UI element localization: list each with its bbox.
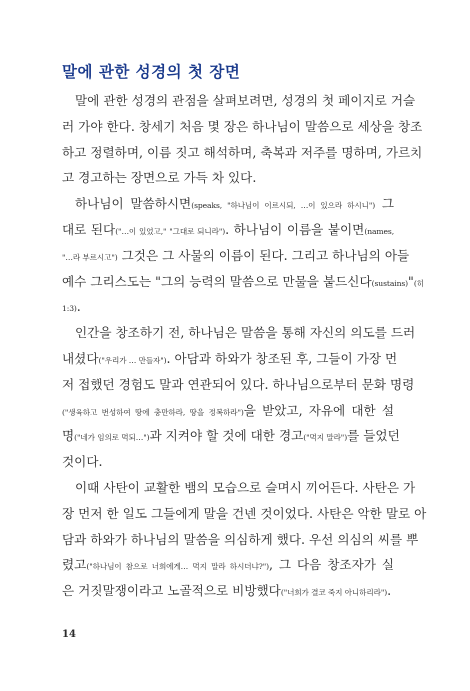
page-number: 14	[62, 629, 76, 640]
text-run: 것이다.	[62, 454, 103, 470]
inline-annotation: ("하나님이 참으로 너희에게… 먹지 말라 하시더냐?")	[86, 562, 269, 572]
text-run: 장 먼저 한 일도 그들에게 말을 건넨 것이었다. 사탄은 악한 말로 아	[62, 505, 427, 521]
text-line	[62, 527, 419, 553]
text-line	[62, 269, 424, 295]
text-line	[62, 88, 416, 114]
text-run: 고 경고하는 장면으로 가득 차 있다.	[62, 170, 257, 186]
body-text	[62, 88, 427, 604]
text-run: .	[387, 583, 392, 599]
text-run: "	[408, 273, 414, 289]
text-line	[62, 294, 394, 320]
paragraph	[62, 320, 416, 475]
text-line	[62, 398, 394, 424]
text-run: 를 들었던	[347, 428, 400, 444]
text-line	[62, 140, 423, 166]
inline-annotation: (sustains)	[371, 278, 409, 288]
inline-annotation: ("…이 있었고," "그대로 되니라")	[115, 226, 226, 236]
inline-annotation: (names,	[364, 226, 395, 236]
text-line	[62, 320, 416, 346]
text-line	[62, 191, 394, 217]
paragraph	[62, 475, 427, 604]
text-run: 렸고	[62, 557, 87, 573]
text-run: 담과 하와가 하나님의 말씀을 의심하게 했다. 우선 의심의 씨를 뿌	[62, 531, 419, 547]
text-line	[62, 346, 398, 372]
text-run: 은 거짓말쟁이라고 노골적으로 비방했다	[62, 583, 281, 599]
text-run: 명	[62, 428, 75, 444]
inline-annotation: (히	[413, 278, 424, 288]
inline-annotation: ("네가 임의로 먹되…")	[74, 433, 150, 443]
text-run: 하고 정렬하며, 이름 짓고 해석하며, 축복과 저주를 명하며, 가르치	[62, 144, 423, 160]
text-run: 러 가야 한다. 창세기 처음 몇 장은 하나님이 말씀으로 세상을 창조	[62, 118, 423, 134]
paragraph	[62, 191, 424, 320]
paragraph	[62, 88, 423, 191]
text-run: 그	[375, 196, 394, 212]
text-run: 대로 된다	[62, 221, 116, 237]
inline-annotation: ("먹지 말라")	[303, 433, 348, 443]
inline-annotation: (speaks, "하나님이 이르시되, …이 있으라 하시니")	[191, 201, 376, 211]
text-line	[62, 475, 416, 501]
text-line	[62, 501, 427, 527]
text-run: 말에 관한 성경의 관점을 살펴보려면, 성경의 첫 페이지로 거슬	[75, 93, 416, 108]
inline-annotation: "…라 부르시고")	[62, 252, 118, 262]
text-run: 과 지켜야 할 것에 대한 경고	[149, 428, 304, 444]
text-line	[62, 372, 415, 398]
text-line	[62, 243, 410, 269]
text-run: 저 접했던 경험도 말과 연관되어 있다. 하나님으로부터 문화 명령	[62, 376, 415, 392]
text-run: .	[76, 299, 81, 315]
text-run: 이때 사탄이 교활한 뱀의 모습으로 슬며시 끼어든다. 사탄은 가	[75, 479, 416, 495]
text-run: 인간을 창조하기 전, 하나님은 말씀을 통해 자신의 의도를 드러	[75, 325, 416, 341]
text-line	[62, 114, 423, 140]
text-run: 을 받았고, 자유에 대한 설	[243, 402, 394, 418]
inline-annotation: ("생육하고 번성하여 땅에 충만하라, 땅을 정복하라")	[62, 407, 244, 417]
text-line	[62, 578, 394, 604]
inline-annotation: 1:3)	[62, 304, 77, 314]
text-line	[62, 552, 394, 578]
text-run: . 아담과 하와가 창조된 후, 그들이 가장 먼	[166, 350, 398, 366]
text-line	[62, 217, 394, 243]
text-line	[62, 165, 394, 191]
text-run: , 그 다음 창조자가 실	[268, 557, 394, 573]
text-run: 예수 그리스도는 "그의 능력의 말씀으로 만물을 붙드신다	[62, 273, 372, 289]
inline-annotation: ("너희가 결코 죽지 아니하리라")	[280, 588, 388, 598]
text-line	[62, 449, 394, 475]
text-run: . 하나님이 이름을 붙이면	[225, 221, 365, 237]
inline-annotation: ("우리가 … 만들자")	[98, 355, 167, 365]
text-run: 하나님이 말씀하시면	[75, 196, 192, 212]
text-line	[62, 423, 400, 449]
section-heading: 말에 관한 성경의 첫 장면	[62, 62, 241, 81]
text-run: 내셨다	[62, 350, 99, 366]
text-run: 그것은 그 사물의 이름이 된다. 그리고 하나님의 아들	[117, 247, 410, 263]
